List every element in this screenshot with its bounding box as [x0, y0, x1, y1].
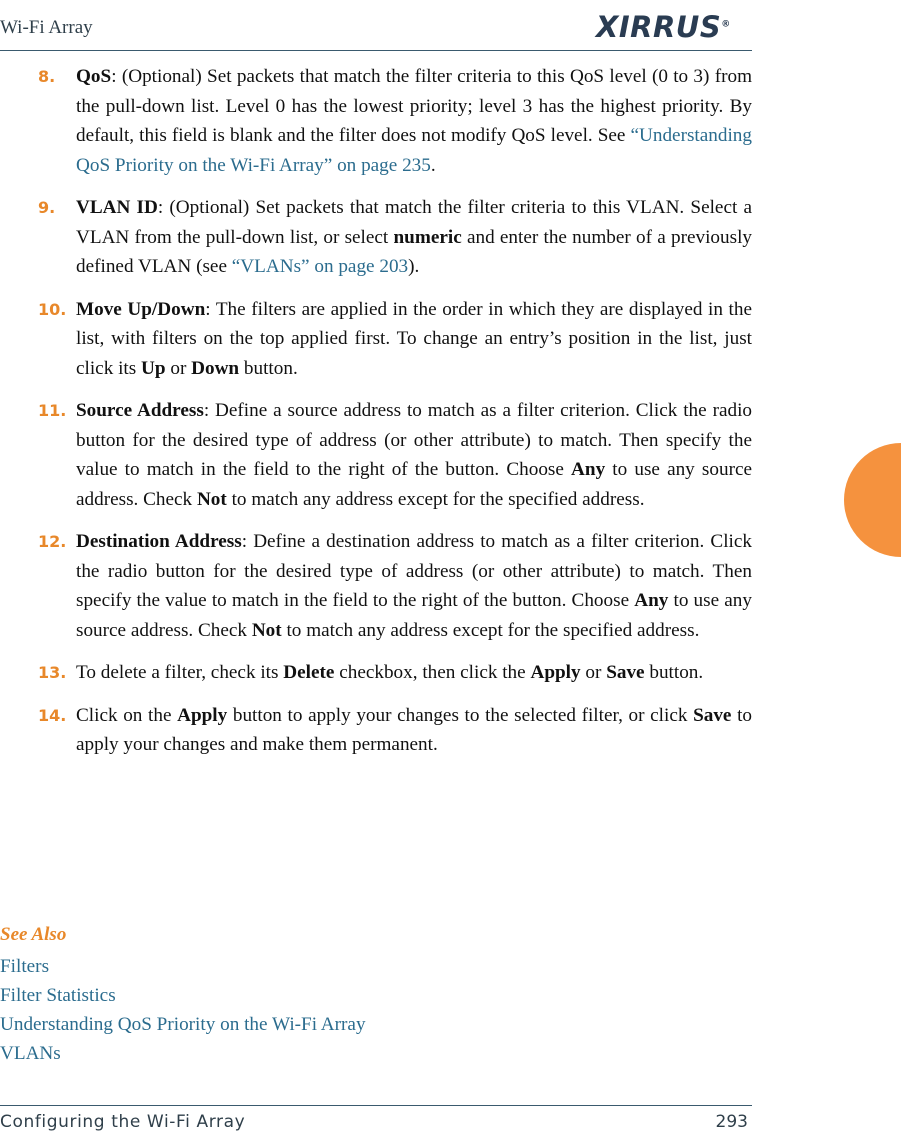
step-text-run: button to apply your changes to the selected filter, or click [227, 704, 694, 726]
see-also-link-vlans[interactable]: VLANs [0, 1043, 61, 1064]
step-text-run: : Define a source address to match as a filter criterion. Click the radio button for the desired type of address (or other attribute) to match. Then specify the value to match in the field to the right of the button. Choose [76, 400, 752, 480]
steps-list [0, 62, 752, 773]
step-item [0, 295, 752, 384]
step-text-run: and enter the number of a previously defined VLAN (see [76, 226, 752, 277]
bold-term: Save [693, 704, 732, 726]
bold-term: Down [191, 357, 240, 379]
see-also-section [0, 924, 366, 1068]
step-number: 11. [38, 401, 67, 420]
see-also-link-filters[interactable]: Filters [0, 956, 50, 977]
header-title: Wi-Fi Array [0, 17, 93, 38]
bold-term: Up [141, 357, 166, 379]
step-text-run: . [430, 154, 436, 176]
step-number: 8. [38, 67, 56, 86]
step-number: 13. [38, 663, 67, 682]
step-number: 12. [38, 532, 67, 551]
bold-term: Not [251, 619, 282, 641]
step-text-run: to match any address except for the specified address. [281, 619, 700, 641]
see-also-heading: See Also [0, 924, 67, 945]
step-text-run: : The filters are applied in the order in which they are displayed in the list, with filters on the top applied first. To change an entry’s position in the list, just click its [76, 298, 752, 379]
see-also-link-filter-statistics[interactable]: Filter Statistics [0, 985, 116, 1006]
bold-term: numeric [393, 226, 462, 248]
step-number: 10. [38, 299, 67, 319]
bold-term: Any [571, 459, 606, 480]
see-also-link-qos-priority[interactable]: Understanding QoS Priority on the Wi-Fi Array [0, 1014, 366, 1035]
step-text [76, 658, 752, 688]
step-text-run: To delete a filter, check its [76, 662, 284, 683]
step-text [76, 193, 752, 282]
step-text [76, 527, 752, 645]
step-text-run: Click on the [76, 704, 178, 726]
step-text-run: : (Optional) Set packets that match the filter criteria to this QoS level (0 to 3) from the pull-down list. Level 0 has the lowest priority; level 3 has the highest priority. By default, this field is blank and the filter does not modify QoS level. See [76, 66, 752, 146]
step-text [76, 295, 752, 384]
bold-term: Destination Address [76, 531, 242, 552]
bold-term: QoS [76, 66, 112, 87]
step-text-run: button. [644, 662, 704, 683]
bold-term: Not [196, 488, 227, 510]
step-text-run: to match any address except for the specified address. [226, 488, 645, 510]
step-text-run: : (Optional) Set packets that match the filter criteria to this VLAN. Select a VLAN from the pull-down list, or select [76, 197, 752, 248]
step-text [76, 701, 752, 760]
step-text-run: : Define a destination address to match as a filter criterion. Click the radio button for the desired type of address (or other attribute) to match. Then specify the value to match in the field to the right of the button. Choose [76, 531, 752, 611]
cross-reference-link[interactable]: “VLANs” on page 203 [231, 256, 409, 277]
step-text-run: button. [239, 357, 298, 379]
step-text-run: to use any source address. Check [76, 459, 752, 510]
bold-term: Move Up/Down [76, 298, 206, 320]
bold-term: Apply [530, 662, 581, 683]
chapter-tab-marker [844, 443, 901, 557]
bold-term: VLAN ID [76, 197, 158, 218]
bold-term: Apply [177, 704, 228, 726]
step-text [76, 62, 752, 180]
step-text-run: to apply your changes and make them permanent. [76, 704, 752, 755]
bold-term: Source Address [76, 400, 204, 421]
step-text-run: or [165, 357, 192, 379]
step-text [76, 396, 752, 514]
step-text-run: ). [408, 256, 420, 277]
step-number: 9. [38, 198, 56, 217]
bold-term: Save [606, 662, 645, 683]
xirrus-logo [596, 10, 748, 42]
footer-chapter-title: Configuring the Wi-Fi Array [0, 1112, 246, 1132]
bold-term: Delete [283, 662, 335, 683]
step-text-run: checkbox, then click the [334, 662, 531, 683]
cross-reference-link[interactable]: “Understanding QoS Priority on the Wi-Fi Array” on page 235 [76, 125, 752, 176]
step-item [0, 193, 752, 282]
step-item [0, 527, 752, 645]
page-footer [0, 1105, 752, 1137]
step-item [0, 701, 752, 760]
step-text-run: or [580, 662, 607, 683]
step-item [0, 658, 752, 688]
logo-wordmark: XIRRUS® [596, 10, 731, 44]
step-item [0, 62, 752, 180]
page-number: 293 [715, 1112, 748, 1132]
step-item [0, 396, 752, 514]
step-number: 14. [38, 705, 67, 725]
bold-term: Any [634, 590, 669, 611]
page-header [0, 0, 752, 51]
step-text-run: to use any source address. Check [76, 590, 752, 641]
